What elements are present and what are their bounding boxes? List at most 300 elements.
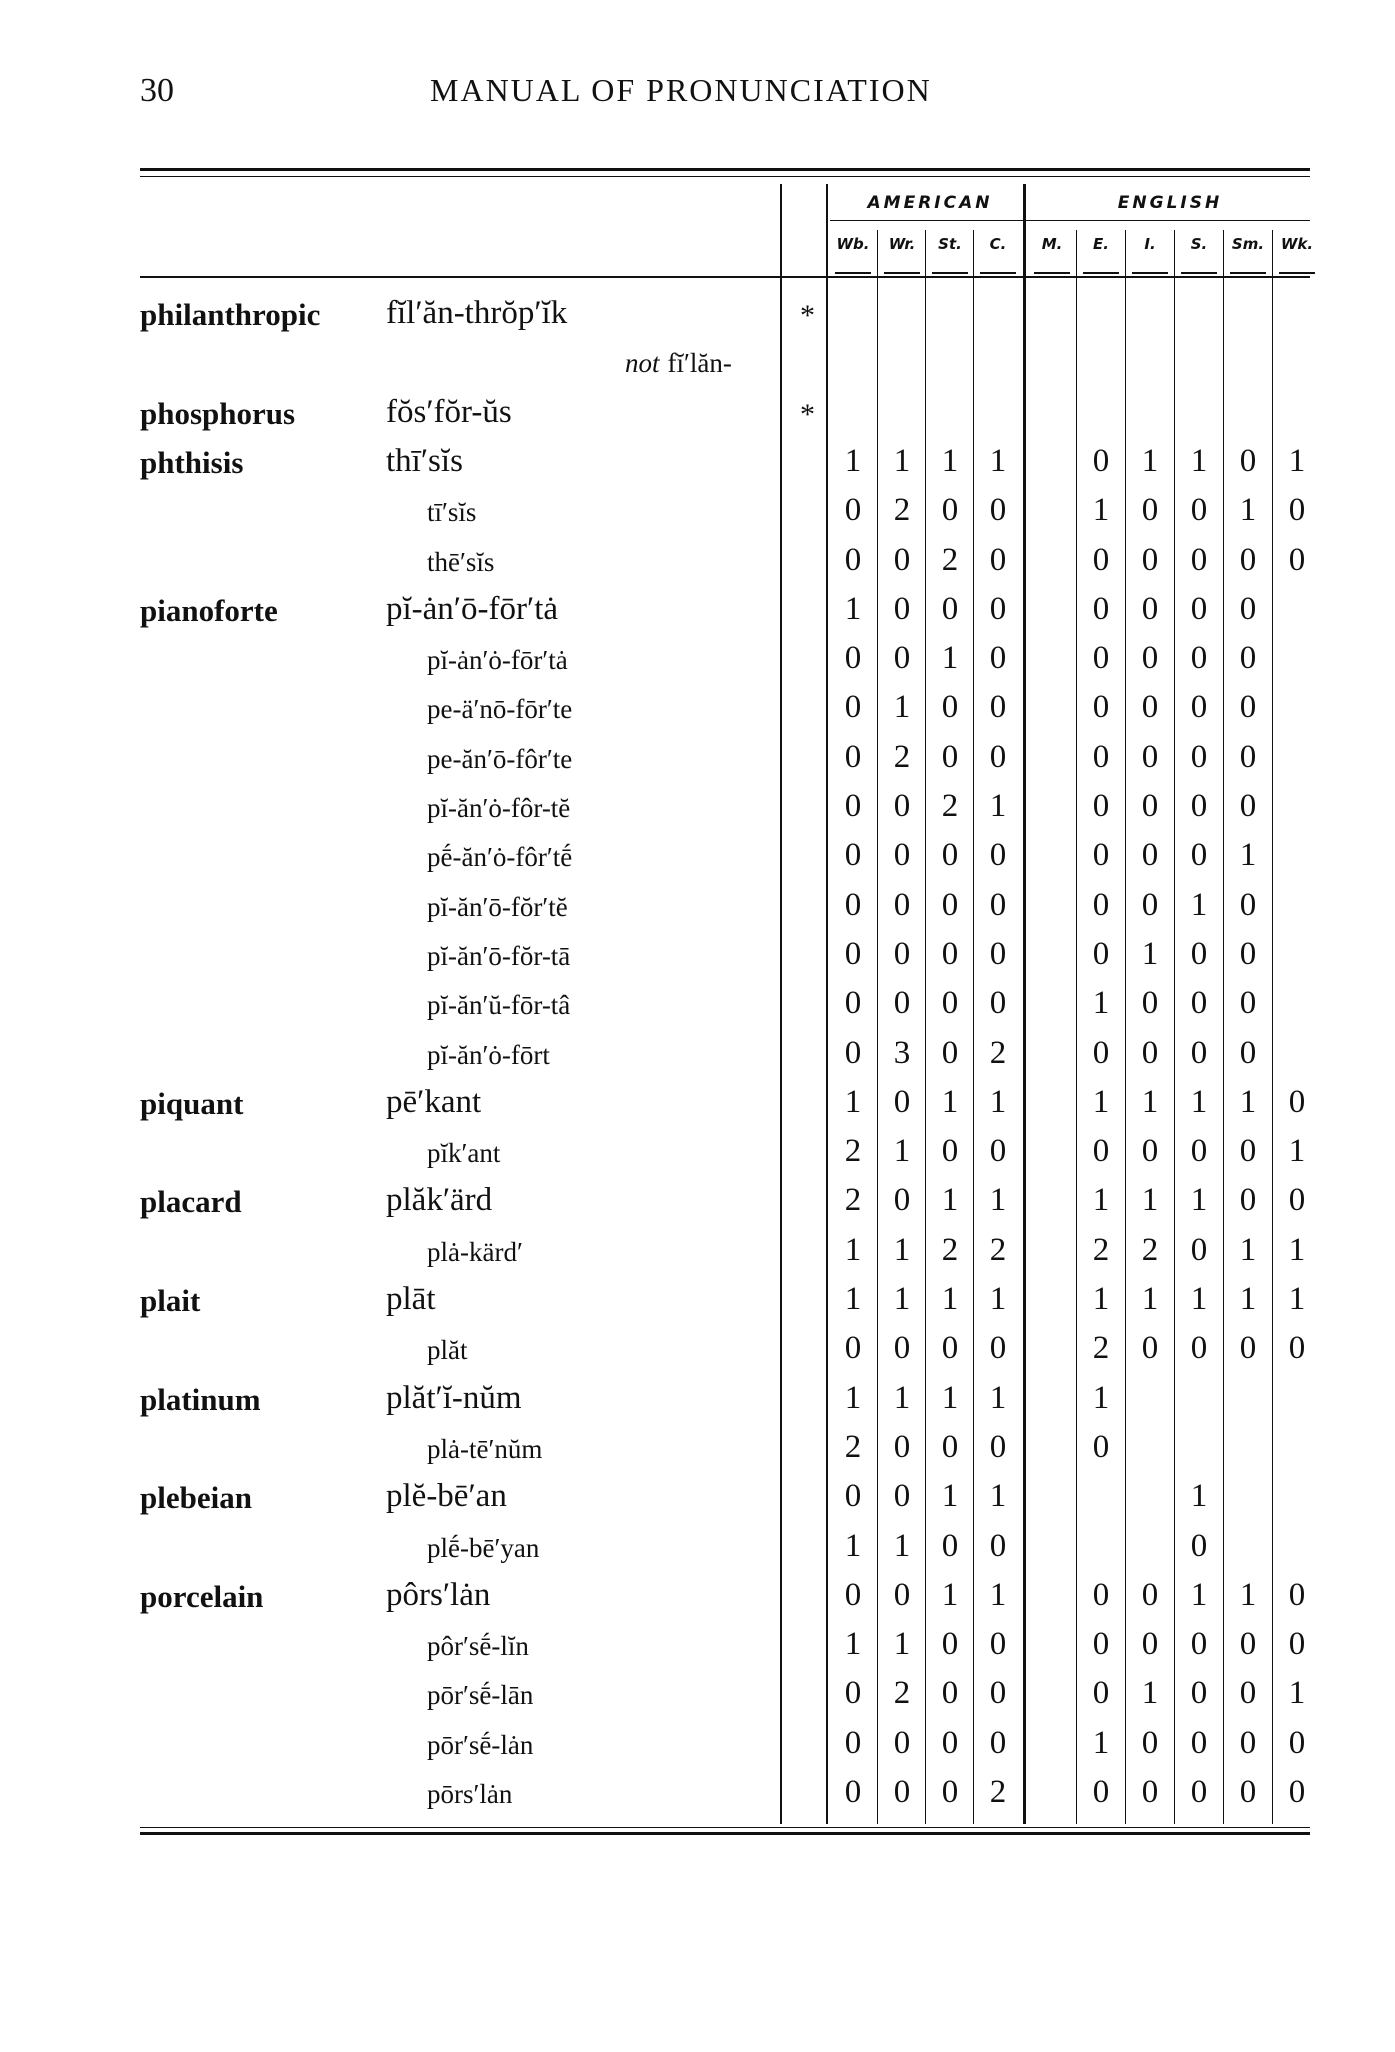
count-cell: 0 [893,985,911,1022]
count-cell: 1 [1092,985,1110,1022]
table-row [0,887,1395,937]
column-header-underline [1132,272,1168,274]
table-row [0,985,1395,1035]
count-cell: 1 [844,1379,862,1416]
column-header: Sm. [1231,235,1265,253]
bottom-rule-thick [140,1832,1310,1835]
count-cell: 0 [844,886,862,923]
table-row [0,1330,1395,1380]
count-cell: 1 [893,442,911,479]
count-cell: 1 [1141,1281,1159,1317]
variant-pronunciation: pĭ-ȧn′ȯ-fōr′tȧ [427,645,568,676]
table-row [0,739,1395,789]
count-cell: 1 [1190,1281,1208,1317]
count-cell: 1 [844,1083,862,1120]
count-cell: 0 [1288,1626,1306,1663]
count-cell: 0 [1141,738,1159,775]
count-cell: 0 [1288,541,1306,578]
count-cell: 0 [1288,1083,1306,1120]
headword: porcelain [140,1578,264,1614]
count-cell: 0 [893,1182,911,1219]
column-header-underline [884,272,920,274]
count-cell: 0 [1190,1034,1208,1071]
table-row [0,1725,1395,1775]
count-cell: 0 [941,590,959,627]
count-cell: 0 [1141,541,1159,578]
count-cell: 1 [844,442,862,479]
column-header: St. [938,235,962,253]
variant-pronunciation: thē′sĭs [427,546,495,577]
count-cell: 0 [989,1428,1007,1465]
count-cell: 0 [941,1428,959,1465]
count-cell: 0 [989,935,1007,972]
count-cell: 1 [941,1379,959,1416]
variant-pronunciation: pōr′sḗ-lȧn [427,1729,534,1760]
table-row [0,1429,1395,1479]
count-cell: 0 [1190,738,1208,775]
variant-pronunciation: pe-ä′nō-fōr′te [427,694,573,725]
count-cell: 0 [1288,1724,1306,1761]
table-row [0,542,1395,592]
count-cell: 0 [989,985,1007,1022]
count-cell: 0 [1288,1774,1306,1810]
count-cell: 0 [941,689,959,726]
column-header-underline [1181,272,1217,274]
headword: phthisis [140,444,244,480]
count-cell: 0 [1141,1133,1159,1170]
column-header-underline [1083,272,1119,274]
count-cell: 0 [844,689,862,726]
count-cell: 0 [893,1576,911,1613]
count-cell: 0 [941,492,959,529]
count-cell: 2 [893,492,911,529]
count-cell: 0 [1239,1330,1257,1367]
count-cell: 0 [1141,689,1159,726]
count-cell: 2 [941,541,959,578]
english-group-label: ENGLISH [1117,193,1223,213]
count-cell: 1 [941,1182,959,1219]
count-cell: 0 [1288,1182,1306,1219]
headword: platinum [140,1381,261,1417]
count-cell: 0 [1092,442,1110,479]
count-cell: 0 [1239,541,1257,578]
column-header-underline [932,272,968,274]
count-cell: 0 [1239,1133,1257,1170]
table-row [0,1478,1395,1528]
table-row [0,640,1395,690]
count-cell: 0 [941,1675,959,1712]
variant-pronunciation: pĭ-ăn′ō-fŏr′tĕ [427,891,568,922]
variant-pronunciation: plȧ-tē′nŭm [427,1433,543,1464]
count-cell: 0 [1190,1231,1208,1268]
count-cell: 1 [1239,1083,1257,1120]
count-cell: 0 [1141,640,1159,677]
count-cell: 0 [1190,590,1208,627]
count-cell: 1 [989,1182,1007,1219]
count-cell: 0 [1190,985,1208,1022]
pronunciation: pĭ-ȧn′ō-fōr′tȧ [386,590,559,627]
count-cell: 0 [844,1034,862,1071]
table-row [0,1528,1395,1578]
table-row [0,591,1395,641]
table-row [0,1774,1395,1824]
pronunciation: plăk′ärd [386,1182,493,1219]
pronunciation: plāt [386,1281,436,1317]
count-cell: 0 [1239,738,1257,775]
count-cell: 0 [1092,788,1110,824]
column-header-underline [1034,272,1070,274]
column-header-underline [1279,272,1315,274]
bottom-rule-thin [140,1827,1310,1828]
count-cell: 0 [1141,1774,1159,1810]
headword: pianoforte [140,592,278,628]
count-cell: 1 [1141,1675,1159,1712]
variant-pronunciation: plăt [427,1335,468,1366]
pronunciation: thī′sĭs [386,442,463,479]
count-cell: 0 [1092,1576,1110,1613]
count-cell: 1 [1190,1083,1208,1120]
table-row [0,1281,1395,1331]
pronunciation: plăt′ĭ-nŭm [386,1379,522,1416]
count-cell: 1 [1092,1281,1110,1317]
count-cell: 0 [844,837,862,874]
header-bottom-rule [140,276,1310,278]
table-row [0,295,1395,345]
count-cell: 1 [1239,837,1257,874]
group-underline [830,220,1310,221]
count-cell: 0 [893,1478,911,1515]
table-row [0,689,1395,739]
count-cell: 1 [844,590,862,627]
count-cell: 0 [893,1774,911,1810]
count-cell: 0 [1190,492,1208,529]
count-cell: 1 [1190,886,1208,923]
column-header-underline [1230,272,1266,274]
count-cell: 1 [989,442,1007,479]
count-cell: 0 [989,1675,1007,1712]
count-cell: 0 [1092,837,1110,874]
count-cell: 0 [1239,640,1257,677]
count-cell: 0 [1092,935,1110,972]
variant-pronunciation: tī′sĭs [427,497,477,528]
count-cell: 2 [941,788,959,824]
count-cell: 1 [1288,1675,1306,1712]
count-cell: 0 [844,985,862,1022]
count-cell: 0 [989,738,1007,775]
count-cell: 1 [1288,1133,1306,1170]
pronunciation: pôrs′lȧn [386,1576,491,1613]
count-cell: 3 [893,1034,911,1071]
count-cell: 0 [893,1428,911,1465]
variant-pronunciation: pĭ-ăn′ȯ-fōrt [427,1039,550,1070]
count-cell: 0 [1190,640,1208,677]
count-cell: 0 [893,837,911,874]
count-cell: 1 [941,640,959,677]
count-cell: 0 [844,1724,862,1761]
pronunciation: fŏs′fŏr-ŭs [386,393,512,430]
count-cell: 0 [844,541,862,578]
count-cell: 1 [1190,1478,1208,1515]
count-cell: 0 [1239,788,1257,824]
running-head: MANUAL OF PRONUNCIATION [430,72,932,108]
count-cell: 2 [989,1034,1007,1071]
count-cell: 0 [844,1774,862,1810]
headword: philanthropic [140,297,321,332]
count-cell: 1 [893,1281,911,1317]
table-row [0,936,1395,986]
count-cell: 0 [989,689,1007,726]
table-row [0,1626,1395,1676]
count-cell: 0 [1141,590,1159,627]
count-cell: 0 [941,1527,959,1564]
count-cell: 2 [941,1231,959,1268]
count-cell: 2 [1141,1231,1159,1268]
count-cell: 0 [893,1330,911,1367]
count-cell: 0 [1190,689,1208,726]
count-cell: 0 [1092,1774,1110,1810]
count-cell: 0 [1239,1675,1257,1712]
table-row [0,492,1395,542]
column-header: C. [989,235,1007,253]
variant-pronunciation: plḗ-bē′yan [427,1532,540,1563]
count-cell: 1 [1239,492,1257,529]
table-row [0,837,1395,887]
count-cell: 0 [1190,1133,1208,1170]
count-cell: 0 [1190,1527,1208,1564]
pronunciation: fĭl′ăn-thrŏp′ĭk [386,295,568,331]
count-cell: 1 [1092,1083,1110,1120]
table-row [0,443,1395,493]
count-cell: 1 [1239,1576,1257,1613]
count-cell: 0 [1239,1182,1257,1219]
column-header: I. [1144,235,1156,253]
variant-pronunciation: pōrs′lȧn [427,1779,513,1809]
not-note [625,348,732,379]
count-cell: 0 [989,640,1007,677]
count-cell: 0 [1092,1626,1110,1663]
count-cell: 0 [941,886,959,923]
count-cell: 0 [941,738,959,775]
count-cell: 1 [989,1478,1007,1515]
count-cell: 0 [893,788,911,824]
count-cell: 0 [1092,590,1110,627]
count-cell: 0 [844,738,862,775]
count-cell: 0 [893,886,911,923]
count-cell: 1 [1092,492,1110,529]
count-cell: 1 [893,1379,911,1416]
count-cell: 0 [1092,541,1110,578]
count-cell: 0 [1239,590,1257,627]
count-cell: 1 [893,1231,911,1268]
headword: phosphorus [140,395,296,431]
column-header: Wr. [888,235,916,253]
count-cell: 1 [989,1576,1007,1613]
variant-pronunciation: pḗ-ăn′ȯ-fôr′tḗ [427,842,573,873]
column-header-underline [980,272,1016,274]
count-cell: 0 [1239,689,1257,726]
count-cell: 0 [893,640,911,677]
count-cell: 1 [989,1083,1007,1120]
variant-pronunciation: pe-ăn′ō-fôr′te [427,743,573,774]
count-cell: 2 [989,1774,1007,1810]
count-cell: 0 [989,1133,1007,1170]
count-cell: 0 [893,541,911,578]
variant-pronunciation: pĭ-ăn′ŭ-fōr-tâ [427,990,571,1021]
variant-pronunciation: pōr′sḗ-lān [427,1680,534,1711]
headword: piquant [140,1085,244,1121]
table-row [0,1232,1395,1282]
table-row [0,1675,1395,1725]
count-cell: 1 [1141,1182,1159,1219]
not-note-prefix: not [625,348,660,379]
column-header: Wb. [836,235,870,253]
count-cell: 0 [1092,1675,1110,1712]
count-cell: 1 [1092,1182,1110,1219]
count-cell: 0 [1190,1675,1208,1712]
column-header: E. [1093,235,1109,253]
count-cell: 1 [1239,1231,1257,1268]
count-cell: 1 [941,442,959,479]
count-cell: 2 [1092,1330,1110,1367]
count-cell: 1 [1288,1231,1306,1268]
count-cell: 0 [1141,1626,1159,1663]
count-cell: 1 [1239,1281,1257,1317]
count-cell: 1 [1141,442,1159,479]
count-cell: 1 [1141,1083,1159,1120]
count-cell: 0 [1239,886,1257,923]
count-cell: 0 [844,1675,862,1712]
count-cell: 0 [844,640,862,677]
variant-pronunciation: pôr′sḗ-lĭn [427,1631,529,1662]
count-cell: 0 [844,1478,862,1515]
count-cell: 1 [989,1281,1007,1317]
not-note-pron: fĭ′lăn- [667,348,732,379]
count-cell: 0 [893,935,911,972]
count-cell: 2 [989,1231,1007,1268]
table-row [0,1035,1395,1085]
top-rule-thick [140,168,1310,171]
count-cell: 0 [1190,1626,1208,1663]
count-cell: 1 [1092,1724,1110,1761]
count-cell: 0 [1092,886,1110,923]
count-cell: 0 [1190,935,1208,972]
table-row [0,1084,1395,1134]
count-cell: 1 [844,1626,862,1663]
count-cell: 0 [989,1527,1007,1564]
headword: placard [140,1184,242,1220]
count-cell: 0 [1092,1428,1110,1465]
count-cell: 1 [893,1527,911,1564]
count-cell: 0 [1141,1724,1159,1761]
count-cell: 1 [844,1527,862,1564]
count-cell: 0 [1141,985,1159,1022]
headword: plait [140,1283,201,1318]
count-cell: 2 [1092,1231,1110,1268]
column-header: M. [1041,235,1063,253]
count-cell: 0 [1092,1034,1110,1071]
count-cell: 0 [1239,1774,1257,1810]
variant-pronunciation: pĭ-ăn′ō-fŏr-tā [427,940,571,971]
asterisk-mark: * [800,299,815,332]
american-group-label: AMERICAN [867,193,993,213]
pronunciation: plĕ-bē′an [386,1478,507,1515]
count-cell: 2 [844,1182,862,1219]
count-cell: 1 [893,1133,911,1170]
count-cell: 0 [1239,442,1257,479]
table-row [0,1380,1395,1430]
count-cell: 0 [1190,837,1208,874]
count-cell: 0 [893,1724,911,1761]
column-header: Wk. [1280,235,1314,253]
count-cell: 1 [893,1626,911,1663]
count-cell: 0 [1141,1576,1159,1613]
count-cell: 2 [893,1675,911,1712]
count-cell: 1 [941,1083,959,1120]
count-cell: 1 [941,1576,959,1613]
headword: plebeian [140,1480,252,1516]
count-cell: 0 [989,1626,1007,1663]
count-cell: 0 [1288,1576,1306,1613]
count-cell: 1 [893,689,911,726]
count-cell: 1 [1288,442,1306,479]
count-cell: 0 [941,985,959,1022]
count-cell: 0 [893,1083,911,1120]
count-cell: 0 [1190,788,1208,824]
count-cell: 0 [1190,1724,1208,1761]
table-row [0,788,1395,838]
count-cell: 0 [1092,640,1110,677]
variant-pronunciation: plȧ-kärd′ [427,1236,523,1267]
count-cell: 0 [1239,1034,1257,1071]
count-cell: 1 [1190,1576,1208,1613]
count-cell: 0 [1141,886,1159,923]
count-cell: 0 [1190,1774,1208,1810]
count-cell: 2 [844,1428,862,1465]
variant-pronunciation: pĭk′ant [427,1138,501,1169]
count-cell: 1 [844,1231,862,1268]
count-cell: 0 [941,1774,959,1810]
count-cell: 0 [989,541,1007,578]
count-cell: 0 [1141,492,1159,529]
asterisk-mark: * [800,397,815,431]
table-row [0,1133,1395,1183]
count-cell: 1 [1141,935,1159,972]
count-cell: 0 [844,492,862,529]
count-cell: 0 [1141,837,1159,874]
table-row [0,1182,1395,1232]
count-cell: 0 [1092,738,1110,775]
count-cell: 0 [941,1133,959,1170]
count-cell: 0 [1141,1034,1159,1071]
count-cell: 0 [941,1626,959,1663]
count-cell: 0 [989,590,1007,627]
count-cell: 0 [1092,689,1110,726]
count-cell: 1 [941,1281,959,1317]
count-cell: 1 [941,1478,959,1515]
pronunciation: pē′kant [386,1083,482,1120]
count-cell: 1 [1092,1379,1110,1416]
count-cell: 0 [941,1034,959,1071]
count-cell: 1 [844,1281,862,1317]
count-cell: 0 [1141,1330,1159,1367]
table-row [0,344,1395,394]
count-cell: 0 [941,1330,959,1367]
table-row [0,394,1395,444]
count-cell: 0 [989,492,1007,529]
count-cell: 0 [941,837,959,874]
count-cell: 0 [844,1330,862,1367]
count-cell: 0 [1288,1330,1306,1367]
